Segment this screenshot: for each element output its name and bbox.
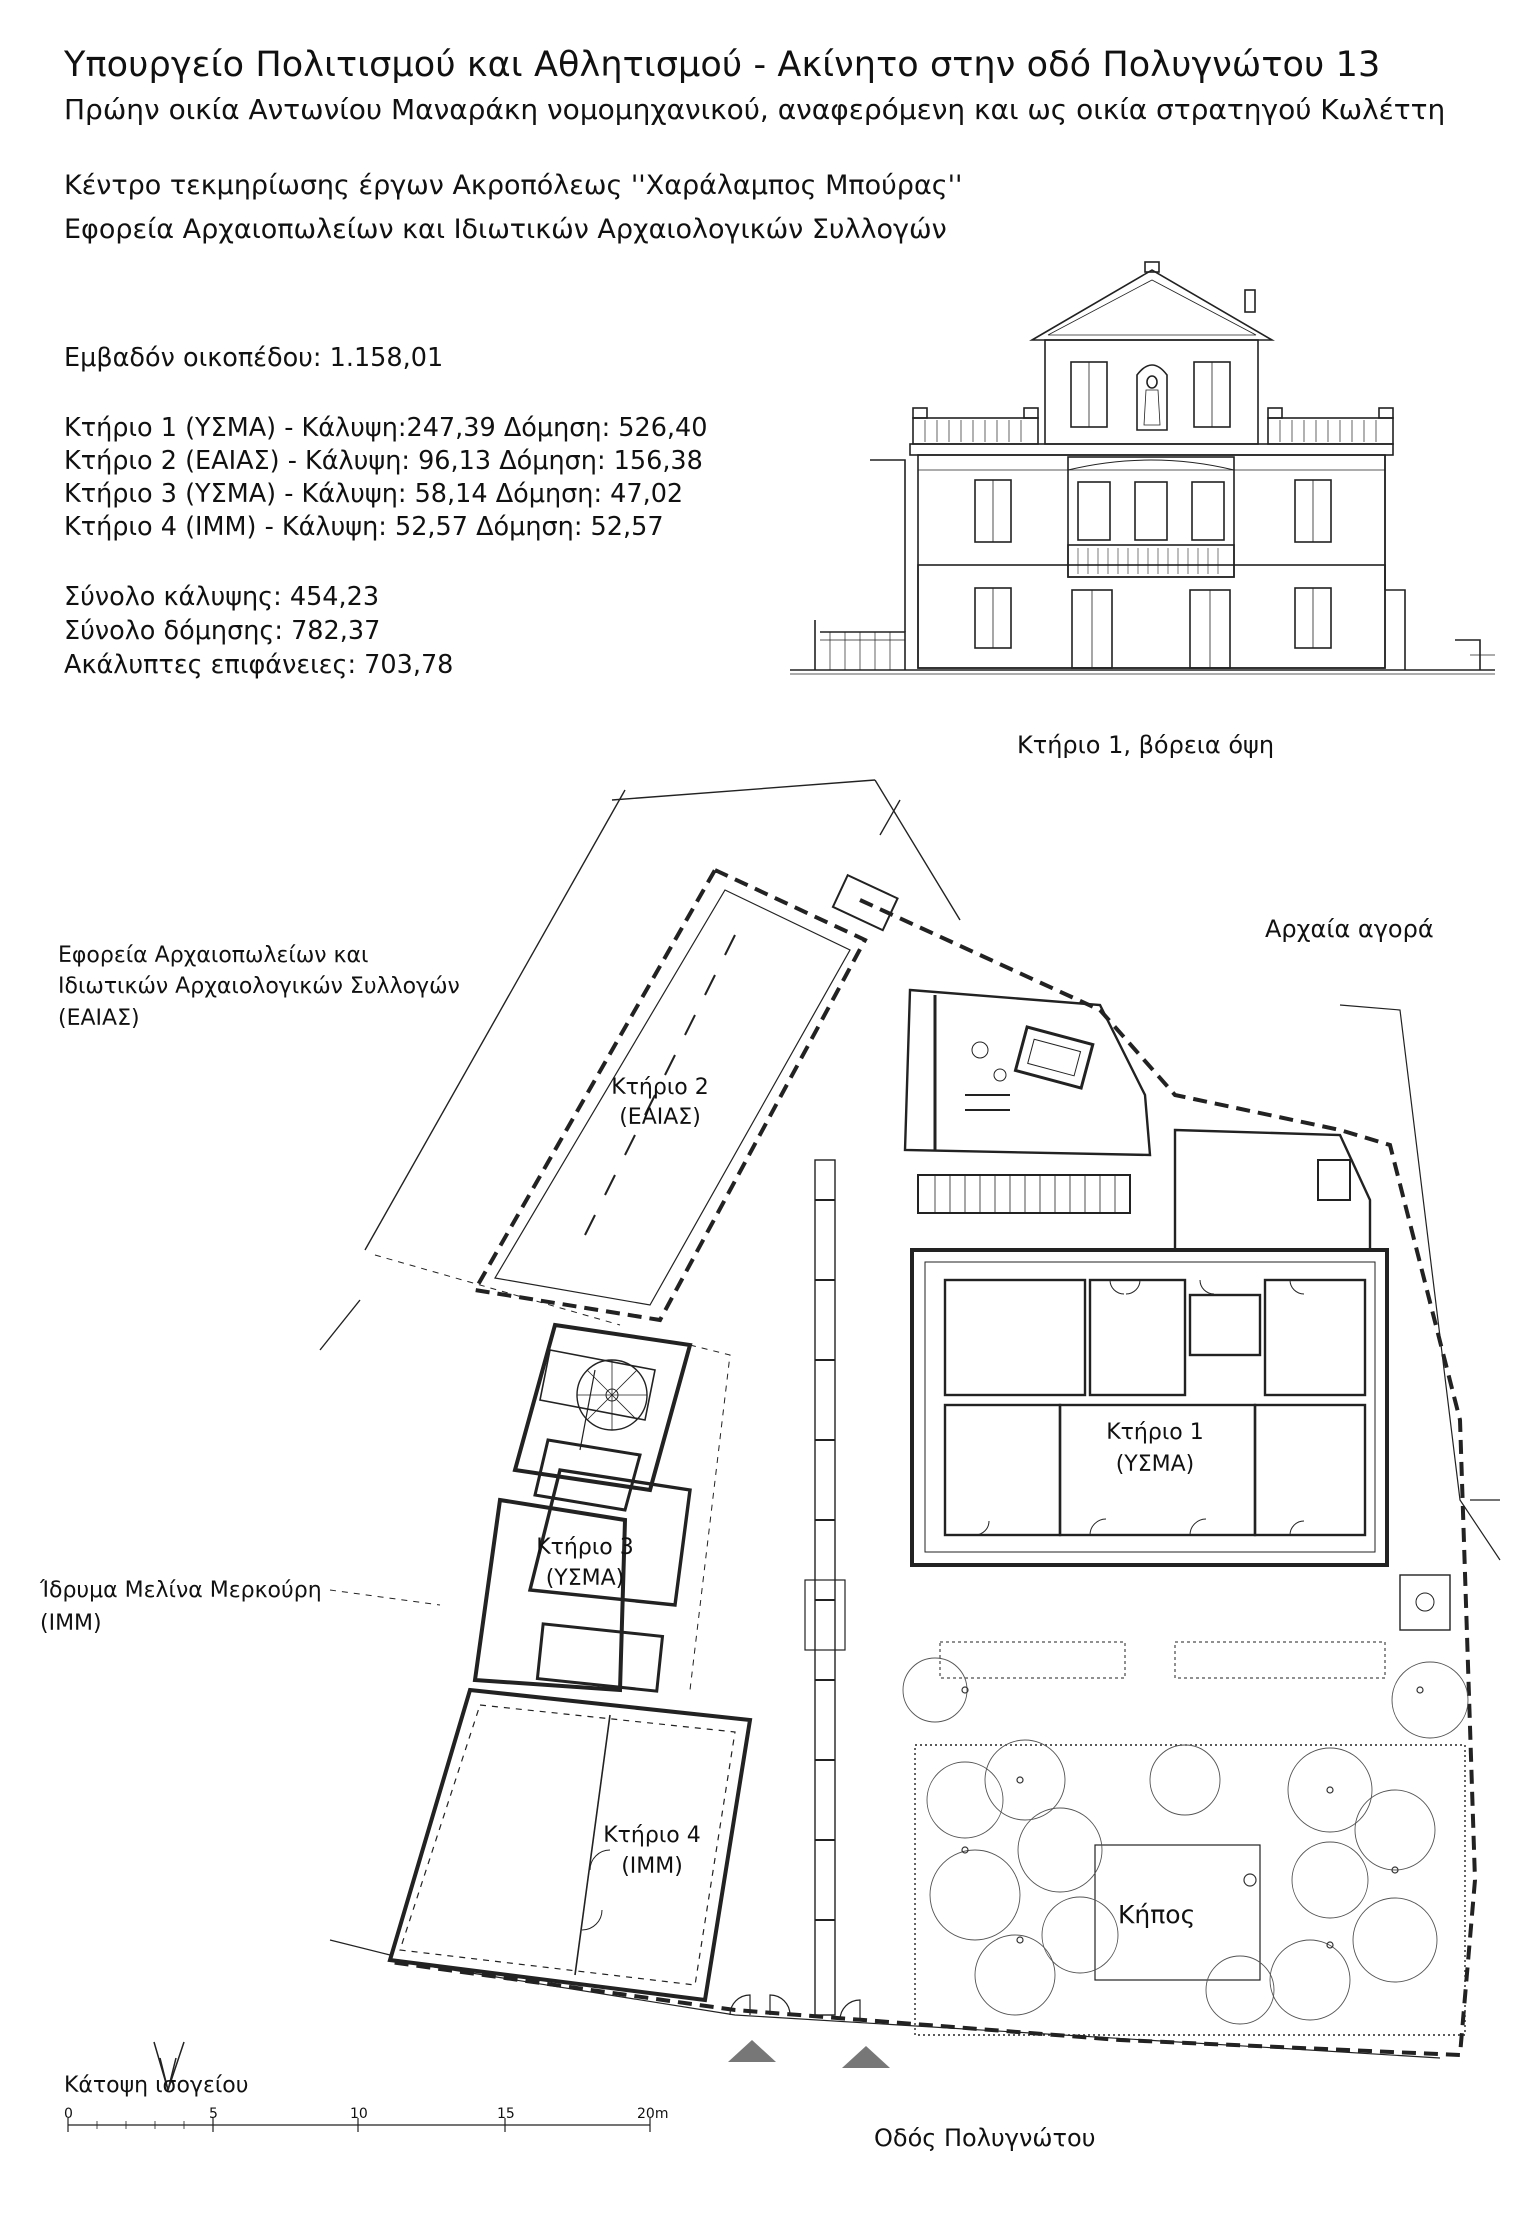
entrance-marker	[842, 2046, 890, 2068]
street-name: Οδός Πολυγνώτου	[874, 2124, 1096, 2152]
label-eaias-neighbor-1: Εφορεία Αρχαιοπωλείων και	[58, 943, 369, 968]
stat-building-1: Κτήριο 1 (ΥΣΜΑ) - Κάλυψη:247,39 Δόμηση: 526,40	[64, 413, 708, 443]
stat-plot-area: Εμβαδόν οικοπέδου: 1.158,01	[64, 343, 444, 373]
scale-label: 5	[209, 2106, 218, 2122]
label-building-4-tag: (ΙΜΜ)	[621, 1854, 683, 1879]
plan-caption: Κάτοψη ισογείου	[64, 2073, 249, 2098]
label-imm-neighbor-2: (ΙΜΜ)	[40, 1611, 102, 1636]
scale-label: 15	[497, 2106, 515, 2122]
scale-label: 20m	[637, 2106, 669, 2122]
stat-total-coverage: Σύνολο κάλυψης: 454,23	[64, 582, 380, 612]
label-eaias-neighbor-2: Ιδιωτικών Αρχαιολογικών Συλλογών	[58, 974, 460, 999]
site-plan	[320, 780, 1500, 2058]
scale-label: 0	[64, 2106, 73, 2122]
org-line-1: Κέντρο τεκμηρίωσης έργων Ακροπόλεως ''Χαράλαμπος Μπούρας''	[64, 170, 963, 201]
scale-label: 10	[350, 2106, 368, 2122]
elevation-caption: Κτήριο 1, βόρεια όψη	[1017, 731, 1275, 759]
entrance-marker	[728, 2040, 776, 2062]
label-building-1-tag: (ΥΣΜΑ)	[1115, 1452, 1195, 1477]
north-elevation	[790, 262, 1495, 674]
label-building-2-name: Κτήριο 2	[611, 1075, 709, 1100]
stat-building-2: Κτήριο 2 (ΕΑΙΑΣ) - Κάλυψη: 96,13 Δόμηση: 156,38	[64, 446, 703, 476]
label-ancient-agora: Αρχαία αγορά	[1265, 915, 1434, 943]
page-title: Υπουργείο Πολιτισμού και Αθλητισμού - Ακίνητο στην οδό Πολυγνώτου 13	[64, 45, 1381, 85]
stat-total-building: Σύνολο δόμησης: 782,37	[64, 616, 381, 646]
label-building-1-name: Κτήριο 1	[1106, 1420, 1204, 1445]
label-garden: Κήπος	[1118, 1900, 1196, 1929]
label-building-4-name: Κτήριο 4	[603, 1823, 701, 1848]
stat-building-4: Κτήριο 4 (ΙΜΜ) - Κάλυψη: 52,57 Δόμηση: 52,57	[64, 512, 664, 542]
label-building-2-tag: (ΕΑΙΑΣ)	[619, 1105, 701, 1130]
stat-building-3: Κτήριο 3 (ΥΣΜΑ) - Κάλυψη: 58,14 Δόμηση: 47,02	[64, 479, 684, 509]
label-building-3-name: Κτήριο 3	[536, 1535, 634, 1560]
page-subtitle: Πρώην οικία Αντωνίου Μαναράκη νομομηχανικού, αναφερόμενη και ως οικία στρατηγού Κωλέττη	[64, 93, 1446, 126]
org-line-2: Εφορεία Αρχαιοπωλείων και Ιδιωτικών Αρχαιολογικών Συλλογών	[64, 214, 947, 245]
label-imm-neighbor-1: Ίδρυμα Μελίνα Μερκούρη	[40, 1578, 322, 1603]
stat-uncovered: Ακάλυπτες επιφάνειες: 703,78	[64, 650, 454, 680]
label-eaias-neighbor-3: (ΕΑΙΑΣ)	[58, 1006, 140, 1031]
label-building-3-tag: (ΥΣΜΑ)	[545, 1566, 625, 1591]
